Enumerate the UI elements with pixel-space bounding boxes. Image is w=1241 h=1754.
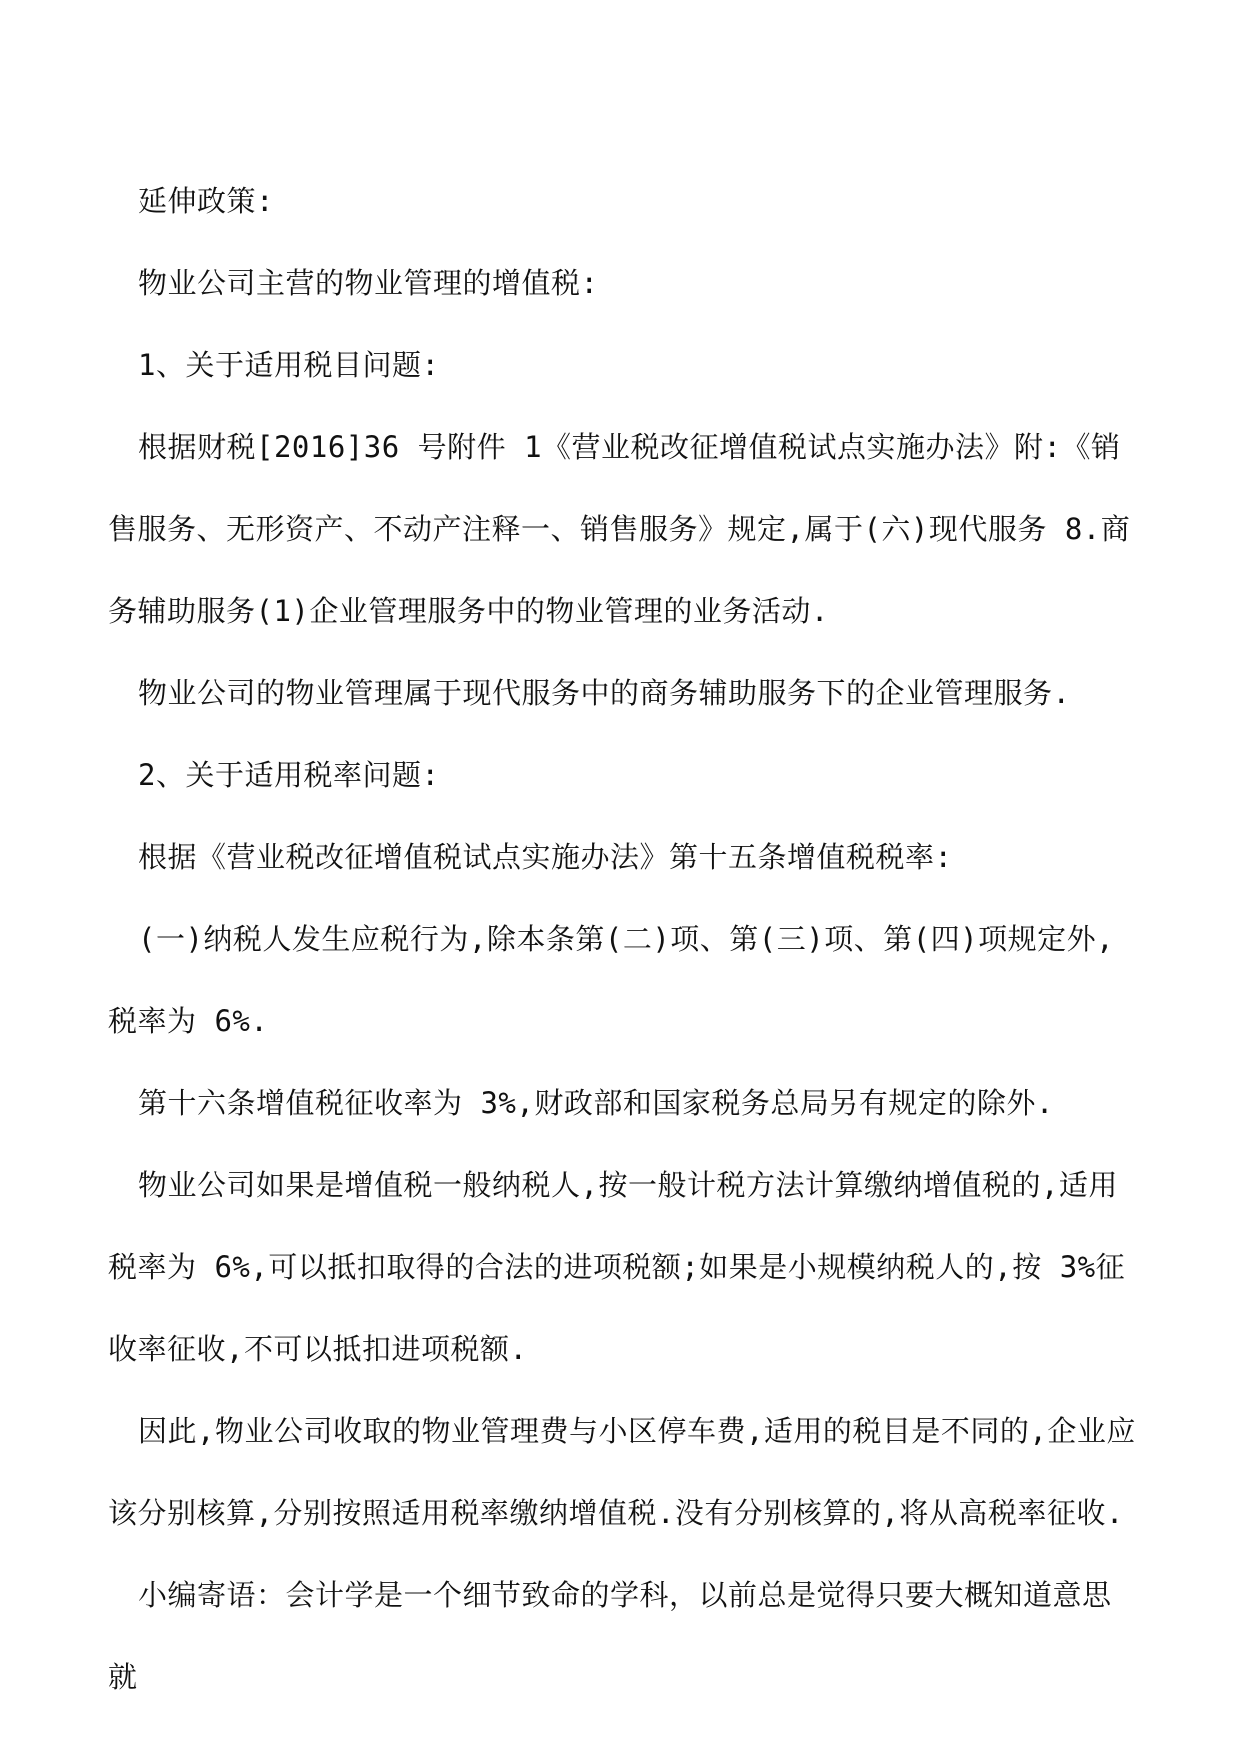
paragraph-tax-rate-basis: 根据《营业税改征增值税试点实施办法》第十五条增值税税率: bbox=[138, 840, 953, 874]
paragraph-conclusion: 因此,物业公司收取的物业管理费与小区停车费,适用的税目是不同的,企业应该分别核算,分别按照适用税率缴纳增值税.没有分别核算的,将从高税率征收. bbox=[108, 1414, 1136, 1530]
paragraph-levy-rate-clause: 第十六条增值税征收率为 3%,财政部和国家税务总局另有规定的除外. bbox=[138, 1086, 1054, 1120]
paragraph-tax-item-heading: 1、关于适用税目问题: bbox=[138, 348, 440, 382]
paragraph-taxpayer-types: 物业公司如果是增值税一般纳税人,按一般计税方法计算缴纳增值税的,适用税率为 6%,可以抵扣取得的合法的进项税额;如果是小规模纳税人的,按 3%征收率征收,不可以抵扣进项税额. bbox=[108, 1168, 1126, 1366]
paragraph-tax-rate-heading: 2、关于适用税率问题: bbox=[138, 758, 440, 792]
paragraph-tax-item-basis: 根据财税[2016]36 号附件 1《营业税改征增值税试点实施办法》附:《销售服务、无形资产、不动产注释一、销售服务》规定,属于(六)现代服务 8.商务辅助服务(1)企业管理服务中的物业管理的业务活动. bbox=[108, 430, 1131, 628]
paragraph-editor-note: 小编寄语：会计学是一个细节致命的学科，以前总是觉得只要大概知道意思就 bbox=[108, 1578, 1112, 1694]
paragraph-property-vat-heading: 物业公司主营的物业管理的增值税: bbox=[138, 266, 599, 300]
paragraph-tax-item-conclusion: 物业公司的物业管理属于现代服务中的商务辅助服务下的企业管理服务. bbox=[138, 676, 1071, 710]
paragraph-tax-rate-clause-1: (一)纳税人发生应税行为,除本条第(二)项、第(三)项、第(四)项规定外,税率为 6%. bbox=[108, 922, 1115, 1038]
paragraph-extension-policy: 延伸政策: bbox=[138, 184, 274, 218]
document-body bbox=[108, 160, 1140, 1718]
